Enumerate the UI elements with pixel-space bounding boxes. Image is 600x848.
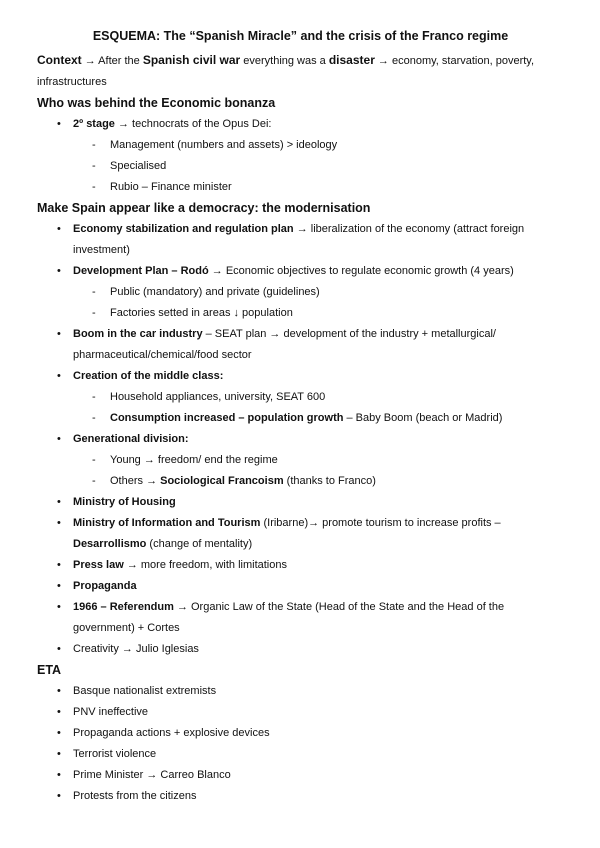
bullet-list: [37, 681, 564, 807]
item-bold: Boom in the car industry: [73, 328, 203, 340]
item-bold: Ministry of Housing: [73, 496, 176, 508]
list-item: [37, 513, 564, 555]
list-item: [37, 219, 564, 261]
item-bold: Consumption increased – population growth: [110, 412, 344, 424]
list-item: [37, 492, 564, 513]
page-title: ESQUEMA: The “Spanish Miracle” and the crisis of the Franco regime: [92, 29, 509, 43]
item-bold: Creation of the middle class:: [73, 370, 224, 382]
sub-item: - Factories setted in areas ↓ population: [37, 303, 564, 324]
list-item: • Terrorist violence: [37, 744, 564, 765]
list-item: • PNV ineffective: [37, 702, 564, 723]
item-text: (Iribarne)→ promote tourism to increase profits –: [260, 517, 501, 529]
item-text: (change of mentality): [146, 538, 253, 550]
context-text: → After the: [81, 55, 143, 67]
item-bold: Development Plan – Rodó: [73, 265, 209, 277]
item-bold: Propaganda: [73, 580, 137, 592]
list-item: • Propaganda actions + explosive devices: [37, 723, 564, 744]
list-item: • Basque nationalist extremists: [37, 681, 564, 702]
context-bold: Spanish civil war: [142, 53, 241, 67]
item-text: (thanks to Franco): [283, 475, 376, 487]
item-bold: 2º stage: [73, 118, 115, 130]
list-item: [37, 576, 564, 597]
context-label: Context: [37, 53, 82, 67]
context-text: → economy, starvation, poverty, infrastructures: [37, 55, 535, 88]
sub-item: - Management (numbers and assets) > ideology: [37, 135, 564, 156]
list-item: [37, 261, 564, 282]
item-bold: Economy stabilization and regulation plan: [73, 223, 294, 235]
item-text: → more freedom, with limitations: [123, 559, 287, 571]
item-text: – SEAT plan → development of the industry + metallurgical/ pharmaceutical/chemical/food sector: [73, 328, 496, 361]
item-text: Others →: [110, 475, 161, 487]
item-bold: Desarrollismo: [73, 538, 147, 550]
item-bold: 1966 – Referendum: [73, 601, 174, 613]
sub-item: - Young → freedom/ end the regime: [37, 450, 564, 471]
item-text: → technocrats of the Opus Dei:: [114, 118, 272, 130]
item-bold: Sociological Francoism: [160, 475, 284, 487]
item-text: → liberalization of the economy (attract foreign investment): [73, 223, 525, 256]
item-text: → Economic objectives to regulate economic growth (4 years): [208, 265, 514, 277]
sub-item: - Public (mandatory) and private (guidelines): [37, 282, 564, 303]
context-text: everything was a: [240, 55, 329, 67]
list-item: [37, 324, 564, 366]
context-bold: disaster: [328, 53, 375, 67]
item-bold: Generational division:: [73, 433, 189, 445]
section-heading-economic-bonanza: Who was behind the Economic bonanza: [37, 96, 276, 110]
sub-item: [37, 471, 564, 492]
item-bold: Ministry of Information and Tourism: [73, 517, 261, 529]
sub-item: - Rubio – Finance minister: [37, 177, 564, 198]
section-heading-eta: ETA: [37, 663, 62, 677]
context-paragraph: [37, 50, 564, 93]
item-bold: Press law: [73, 559, 124, 571]
list-item: • Creativity → Julio Iglesias: [37, 639, 564, 660]
item-text: – Baby Boom (beach or Madrid): [343, 412, 503, 424]
list-item: [37, 597, 564, 639]
list-item: [37, 555, 564, 576]
item-text: → Organic Law of the State (Head of the State and the Head of the government) + Cortes: [73, 601, 505, 634]
list-item: • Prime Minister → Carreo Blanco: [37, 765, 564, 786]
list-item: [37, 114, 564, 135]
list-item: • Protests from the citizens: [37, 786, 564, 807]
sub-item: - Household appliances, university, SEAT 600: [37, 387, 564, 408]
sub-item: - Specialised: [37, 156, 564, 177]
section-heading-modernisation: Make Spain appear like a democracy: the modernisation: [37, 201, 371, 215]
bullet-list: [37, 219, 564, 660]
sub-item: [37, 408, 564, 429]
list-item: [37, 429, 564, 450]
bullet-list: [37, 114, 564, 198]
list-item: [37, 366, 564, 387]
